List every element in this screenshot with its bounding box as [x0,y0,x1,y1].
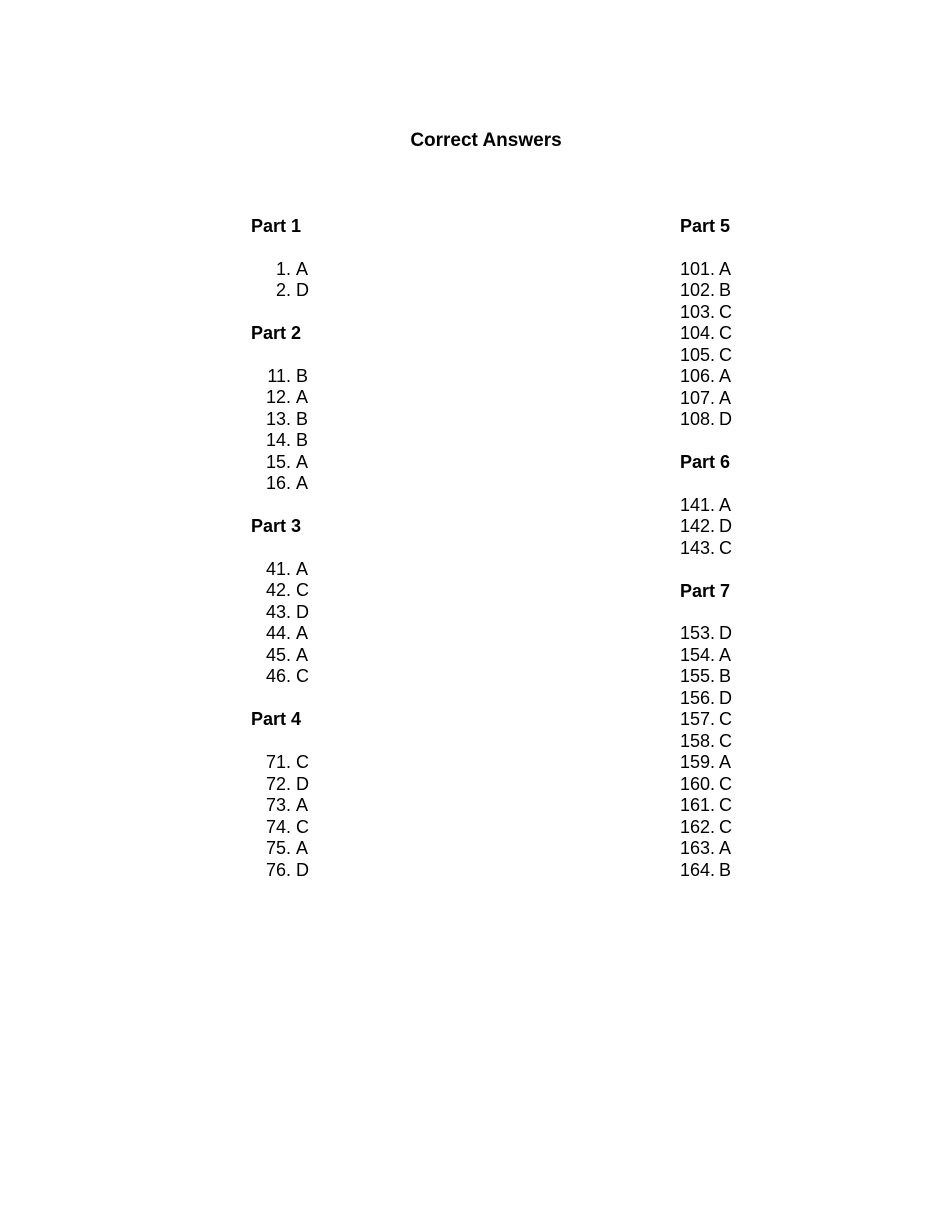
question-number: 156. [680,687,716,708]
answer-item [251,602,309,624]
question-number: 104. [680,323,716,344]
question-number: 107. [680,387,716,408]
page-title: Correct Answers [410,130,562,151]
answer-letter: B [719,666,732,687]
answer-letter: B [296,430,309,451]
answer-item [251,430,309,452]
answer-item [680,366,732,388]
question-number: 162. [680,816,716,837]
answer-item [251,774,309,796]
question-number: 157. [680,709,716,730]
question-number: 41. [265,558,291,579]
answer-letter: A [719,752,732,773]
answer-item [680,795,732,817]
answer-item [680,259,732,281]
question-number: 153. [680,623,716,644]
answer-item [251,259,309,281]
answer-item [680,302,732,324]
answer-letter: C [719,773,732,794]
question-number: 72. [265,773,291,794]
question-number: 161. [680,795,716,816]
question-number: 13. [265,408,291,429]
answer-item [680,538,732,560]
part-heading: Part 7 [680,580,731,601]
answer-item [251,473,309,495]
part-heading: Part 2 [251,323,302,344]
answer-item [251,280,309,302]
answer-item [680,388,732,410]
answer-letter: B [296,365,309,386]
answer-letter: A [296,623,309,644]
question-number: 15. [265,451,291,472]
answer-item [680,516,732,538]
answer-item [680,817,732,839]
answers-column-right [680,216,732,881]
part-heading: Part 1 [251,216,302,236]
answer-item [680,731,732,753]
answer-item [251,623,309,645]
answer-letter: B [719,859,732,880]
answer-letter: B [719,280,732,301]
question-number: 2. [275,280,291,301]
question-number: 102. [680,280,716,301]
answer-item [680,495,732,517]
answer-letter: C [719,709,732,730]
answer-list [680,495,732,560]
answer-list [251,366,309,495]
answer-list [251,259,309,302]
answer-item [251,452,309,474]
question-number: 76. [265,859,291,880]
question-number: 160. [680,773,716,794]
answer-letter: A [296,387,309,408]
answer-letter: D [719,687,732,708]
answer-letter: C [719,816,732,837]
question-number: 16. [265,473,291,494]
answer-item [680,838,732,860]
question-number: 45. [265,644,291,665]
answer-letter: A [296,558,309,579]
answer-item [251,366,309,388]
answer-letter: C [296,816,309,837]
answer-letter: A [719,387,732,408]
answer-list [251,559,309,688]
question-number: 143. [680,537,716,558]
question-number: 46. [265,666,291,687]
answer-item [251,387,309,409]
question-number: 14. [265,430,291,451]
answer-letter: B [296,408,309,429]
answer-letter: A [296,795,309,816]
answers-column-left [251,216,309,881]
question-number: 43. [265,601,291,622]
question-number: 159. [680,752,716,773]
question-number: 11. [267,365,291,386]
question-number: 105. [680,344,716,365]
question-number: 44. [265,623,291,644]
answer-letter: D [296,859,309,880]
answer-item [680,345,732,367]
answer-item [680,666,732,688]
answer-letter: D [296,601,309,622]
answer-item [680,688,732,710]
question-number: 71. [265,752,291,773]
question-number: 163. [680,838,716,859]
answer-letter: D [296,773,309,794]
answer-letter: D [296,280,309,301]
answer-letter: A [719,366,732,387]
answer-item [680,323,732,345]
question-number: 142. [680,516,716,537]
question-number: 103. [680,301,716,322]
answer-letter: A [296,644,309,665]
answer-letter: C [719,537,732,558]
question-number: 12. [265,387,291,408]
question-number: 73. [265,795,291,816]
part-heading: Part 3 [251,516,302,537]
answer-letter: A [296,838,309,859]
question-number: 75. [265,838,291,859]
question-number: 154. [680,644,716,665]
part-heading: Part 4 [251,709,302,730]
question-number: 158. [680,730,716,751]
answer-item [251,645,309,667]
answer-item [251,666,309,688]
answer-list [680,259,732,431]
answer-item [251,559,309,581]
answer-letter: C [296,580,309,601]
question-number: 1. [275,258,291,279]
answer-letter: C [719,323,732,344]
part-heading: Part 6 [680,452,731,473]
question-number: 155. [680,666,716,687]
answer-item [680,752,732,774]
answer-letter: D [719,623,732,644]
question-number: 74. [265,816,291,837]
answer-list [680,623,732,881]
question-number: 108. [680,409,716,430]
answer-item [251,860,309,882]
answer-letter: D [719,409,732,430]
answer-item [680,645,732,667]
answer-item [251,580,309,602]
question-number: 101. [680,258,716,279]
question-number: 106. [680,366,716,387]
question-number: 164. [680,859,716,880]
answer-item [251,838,309,860]
answer-item [680,774,732,796]
answer-letter: C [296,666,309,687]
question-number: 141. [680,494,716,515]
answer-letter: C [719,301,732,322]
answer-item [680,623,732,645]
answer-letter: C [719,795,732,816]
answer-item [680,709,732,731]
part-heading: Part 5 [680,216,731,236]
answer-letter: A [719,494,732,515]
answer-item [251,817,309,839]
answer-letter: A [719,838,732,859]
answer-item [680,280,732,302]
answer-letter: C [719,344,732,365]
answer-letter: A [719,258,732,279]
answer-letter: D [719,516,732,537]
answer-item [680,409,732,431]
answer-list [251,752,309,881]
answer-item [251,795,309,817]
question-number: 42. [265,580,291,601]
answer-letter: C [719,730,732,751]
answer-letter: A [296,451,309,472]
answer-item [251,409,309,431]
answer-item [251,752,309,774]
answer-letter: A [296,258,309,279]
answer-letter: A [296,473,309,494]
answer-letter: A [719,644,732,665]
answer-letter: C [296,752,309,773]
answer-item [680,860,732,882]
